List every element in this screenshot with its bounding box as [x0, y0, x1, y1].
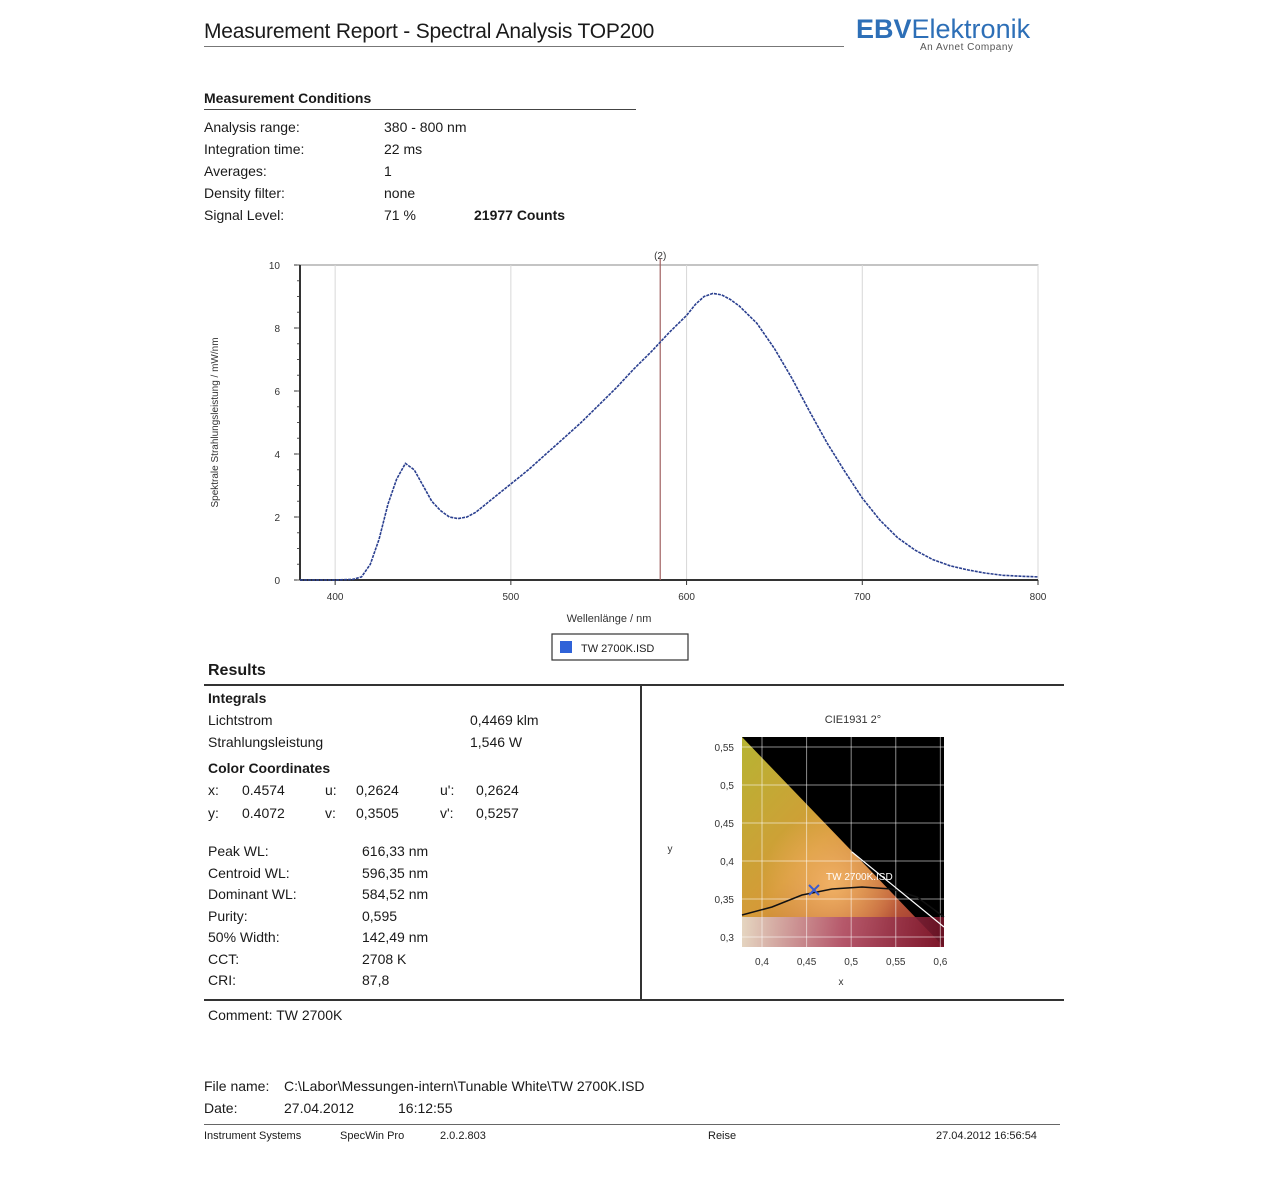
- cie-x-tick: 0,6: [933, 957, 948, 968]
- condition-label: Integration time:: [204, 141, 305, 157]
- x-tick-label: 500: [502, 592, 520, 603]
- x-axis-label: Wellenlänge / nm: [566, 613, 652, 625]
- integral-label: Strahlungsleistung: [208, 734, 324, 750]
- cie-x-label: x: [838, 977, 844, 988]
- coord-key: u':: [440, 782, 455, 798]
- coord-key: x:: [208, 782, 219, 798]
- cie-y-label: y: [667, 844, 673, 855]
- metric-label: CRI:: [208, 972, 236, 988]
- condition-value: 71 %: [384, 207, 416, 223]
- color-heading: Color Coordinates: [208, 760, 331, 776]
- metric-label: CCT:: [208, 950, 240, 967]
- condition-value: 22 ms: [384, 141, 423, 157]
- metric-value: 584,52 nm: [362, 886, 429, 902]
- x-tick-label: 600: [678, 592, 695, 603]
- y-tick-label: 2: [274, 513, 280, 524]
- coord-value: 0,3505: [356, 805, 399, 821]
- cie-y-tick: 0,35: [714, 895, 734, 906]
- condition-row: [204, 205, 644, 225]
- results-bottom-rule: [204, 999, 1064, 1001]
- coord-key: y:: [208, 805, 219, 821]
- time-value: 16:12:55: [398, 1100, 453, 1116]
- integrals-heading: Integrals: [208, 690, 267, 706]
- metric-value: 2708 K: [362, 950, 407, 967]
- coord-value: 0.4574: [242, 782, 285, 798]
- cie-x-tick: 0,45: [796, 957, 817, 968]
- cie-x-tick: 0,5: [844, 957, 859, 968]
- metric-value: 616,33 nm: [362, 843, 429, 859]
- cie-point-label: TW 2700K.ISD: [826, 872, 893, 883]
- cie-title: CIE1931 2°: [824, 714, 882, 726]
- report-title: Measurement Report - Spectral Analysis TOP200: [204, 20, 655, 43]
- footer-app: SpecWin Pro: [340, 1130, 405, 1142]
- condition-label: Signal Level:: [204, 207, 285, 223]
- metric-label: Dominant WL:: [208, 886, 297, 902]
- metric-label: Peak WL:: [208, 843, 269, 859]
- condition-row: [204, 183, 644, 203]
- integral-value: 0,4469 klm: [470, 712, 539, 728]
- cie-x-tick: 0,55: [886, 957, 906, 968]
- y-tick-label: 10: [268, 261, 280, 272]
- results-heading: Results: [208, 662, 266, 679]
- y-axis-label: Spektrale Strahlungsleistung / mW/nm: [210, 337, 221, 508]
- condition-row: [204, 139, 644, 159]
- coord-key: v':: [440, 805, 454, 821]
- x-tick-label: 700: [853, 592, 871, 603]
- metric-value: 596,35 nm: [362, 864, 429, 881]
- legend-label: TW 2700K.ISD: [581, 643, 655, 655]
- y-tick-label: 0: [274, 576, 280, 587]
- condition-extra: 21977 Counts: [474, 207, 566, 223]
- y-tick-label: 8: [274, 324, 280, 335]
- condition-row: [204, 161, 644, 181]
- cie-y-tick: 0,45: [714, 819, 734, 830]
- condition-value: 380 - 800 nm: [384, 119, 467, 135]
- condition-label: Averages:: [204, 163, 267, 179]
- cie-y-tick: 0,5: [720, 781, 734, 792]
- spectrum-chart: [196, 248, 1056, 668]
- date-label: Date:: [204, 1100, 238, 1116]
- title-underline: [204, 46, 844, 47]
- metric-label: 50% Width:: [208, 929, 280, 945]
- file-name-label: File name:: [204, 1078, 270, 1094]
- logo-bold: EBV: [856, 14, 912, 44]
- footer-version: 2.0.2.803: [440, 1130, 486, 1142]
- coord-value: 0,5257: [476, 805, 519, 821]
- results-top-rule: [204, 684, 1064, 686]
- company-logo: [856, 14, 1030, 45]
- x-tick-label: 800: [1029, 592, 1047, 603]
- coord-value: 0.4072: [242, 805, 285, 821]
- condition-row: [204, 117, 644, 137]
- y-tick-label: 4: [274, 450, 280, 461]
- metric-label: Purity:: [208, 907, 248, 924]
- cie-purple-band: [742, 917, 944, 947]
- condition-label: Density filter:: [204, 185, 285, 201]
- cie-y-tick: 0,3: [720, 933, 734, 944]
- cie-y-tick: 0,55: [714, 743, 734, 754]
- condition-label: Analysis range:: [204, 119, 300, 135]
- coord-value: 0,2624: [476, 782, 519, 798]
- coord-value: 0,2624: [356, 782, 399, 798]
- integral-label: Lichtstrom: [208, 712, 273, 728]
- metric-value: 0,595: [362, 907, 398, 924]
- condition-value: none: [384, 185, 416, 201]
- footer-mode: Reise: [708, 1130, 737, 1142]
- comment-text: Comment: TW 2700K: [208, 1007, 343, 1023]
- legend-swatch: [560, 641, 572, 653]
- conditions-heading: Measurement Conditions: [204, 90, 372, 106]
- series-line: [300, 293, 1038, 580]
- footer-rule: [204, 1124, 1060, 1125]
- cie-x-tick: 0,4: [755, 957, 769, 968]
- cie-y-tick: 0,4: [720, 857, 734, 868]
- file-name-value: C:\Labor\Messungen-intern\Tunable White\TW 2700K.ISD: [284, 1078, 645, 1094]
- marker-label: (2): [654, 251, 667, 262]
- x-tick-label: 400: [326, 592, 344, 603]
- metric-label: Centroid WL:: [208, 864, 290, 881]
- footer-timestamp: 27.04.2012 16:56:54: [936, 1130, 1037, 1142]
- logo-subtitle: An Avnet Company: [920, 42, 1014, 53]
- integral-value: 1,546 W: [470, 734, 523, 750]
- metric-value: 142,49 nm: [362, 929, 429, 945]
- logo-rest: Elektronik: [911, 14, 1031, 44]
- coord-key: v:: [325, 805, 336, 821]
- y-tick-label: 6: [274, 387, 280, 398]
- footer-company: Instrument Systems: [204, 1130, 302, 1142]
- results-divider: [640, 686, 642, 1000]
- condition-value: 1: [384, 163, 392, 179]
- date-value: 27.04.2012: [284, 1100, 355, 1116]
- plot-frame: [300, 265, 1038, 580]
- metric-value: 87,8: [362, 972, 390, 988]
- cie-diagram: [650, 705, 1050, 995]
- conditions-rule: [204, 109, 636, 110]
- coord-key: u:: [325, 782, 337, 798]
